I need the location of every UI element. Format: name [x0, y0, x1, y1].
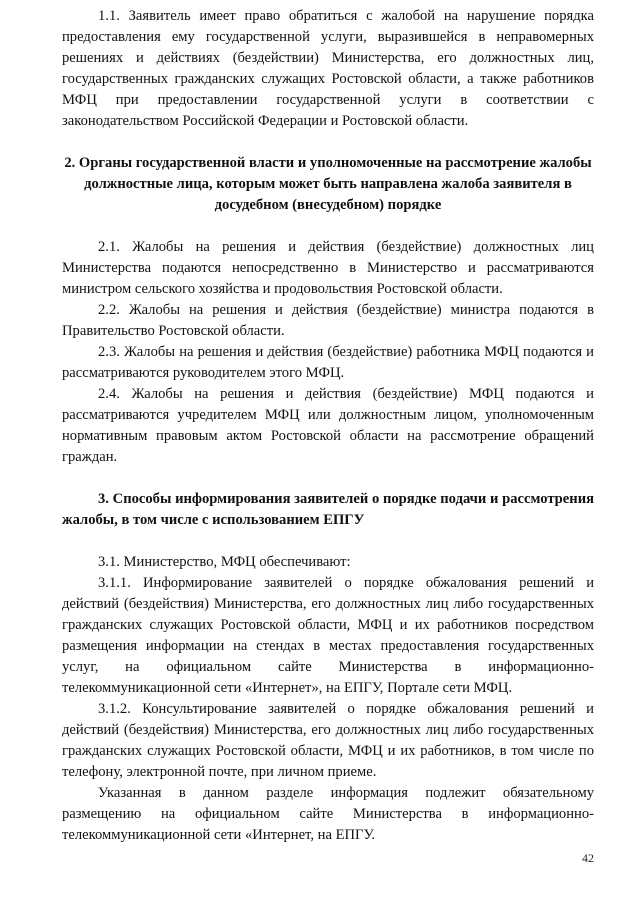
paragraph-3-1: 3.1. Министерство, МФЦ обеспечивают:	[98, 554, 351, 570]
paragraph-3-1-1: 3.1.1. Информирование заявителей о порядке обжалования решений и действий (бездействия) Министерства, его должностных лиц либо государственных гражданских служащих Ростовской области, МФЦ и их работников посредством размещения информации на стендах в местах предоставления государственных услуг, на официальном сайте Министерства в информационно-телекоммуникационной сети «Интернет», на ЕПГУ, Портале сети МФЦ.	[62, 575, 594, 696]
paragraph-1-1: 1.1. Заявитель имеет право обратиться с жалобой на нарушение порядка предоставления ему государственной услуги, выразившейся в неправомерных решениях и действиях (бездействии) Министерства, его должностных лиц, государственных гражданских служащих Ростовской области, а также работников МФЦ при предоставлении государственной услуги в соответствии с законодательством Российской Федерации и Ростовской области.	[62, 8, 594, 129]
section-2-heading: 2. Органы государственной власти и уполномоченные на рассмотрение жалобы должностные лица, которым может быть направлена жалоба заявителя в досудебном (внесудебном) порядке	[64, 155, 592, 213]
spacer	[62, 468, 594, 489]
spacer	[62, 132, 594, 153]
document-body	[62, 6, 594, 846]
paragraph-2-2: 2.2. Жалобы на решения и действия (бездействие) министра подаются в Правительство Ростовской области.	[62, 302, 594, 339]
paragraph-3-note: Указанная в данном разделе информация подлежит обязательному размещению на официальном сайте Министерства в информационно-телекоммуникационной сети «Интернет, на ЕПГУ.	[62, 785, 594, 843]
spacer	[62, 216, 594, 237]
paragraph-2-4: 2.4. Жалобы на решения и действия (бездействие) МФЦ подаются и рассматриваются учредителем МФЦ или должностным лицом, уполномоченным нормативным правовым актом Ростовской области на рассмотрение обращений граждан.	[62, 386, 594, 465]
paragraph-2-1: 2.1. Жалобы на решения и действия (бездействие) должностных лиц Министерства подаются непосредственно в Министерство и рассматриваются министром сельского хозяйства и продовольствия Ростовской области.	[62, 239, 594, 297]
paragraph-2-3: 2.3. Жалобы на решения и действия (бездействие) работника МФЦ подаются и рассматриваются руководителем этого МФЦ.	[62, 344, 594, 381]
spacer	[62, 531, 594, 552]
section-3-heading: 3. Способы информирования заявителей о порядке подачи и рассмотрения жалобы, в том числе с использованием ЕПГУ	[62, 491, 594, 528]
paragraph-3-1-2: 3.1.2. Консультирование заявителей о порядке обжалования решений и действий (бездействия) Министерства, его должностных лиц либо государственных гражданских служащих Ростовской области, МФЦ и их работников, в том числе по телефону, электронной почте, при личном приеме.	[62, 701, 594, 780]
page-number: 42	[582, 851, 594, 865]
